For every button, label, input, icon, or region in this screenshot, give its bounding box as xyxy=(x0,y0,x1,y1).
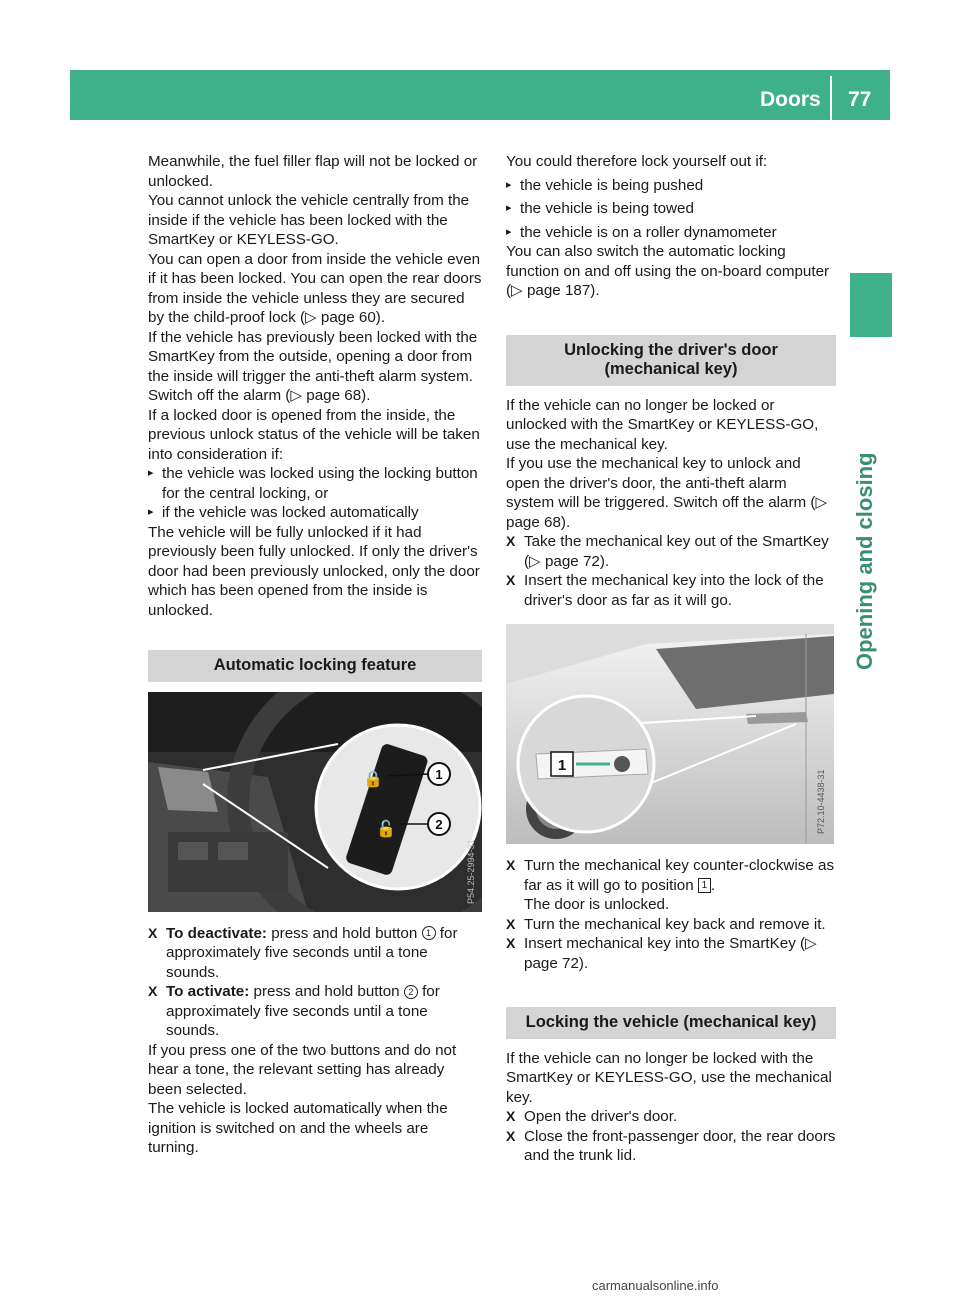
callout-1: 1 xyxy=(435,766,443,782)
step-arrow-icon: X xyxy=(148,983,158,999)
footer-watermark: carmanualsonline.info xyxy=(592,1278,719,1293)
paragraph: If the vehicle can no longer be locked with the SmartKey or KEYLESS-GO, use the mechanical key. xyxy=(506,1049,832,1106)
section-heading-locking-vehicle: Locking the vehicle (mechanical key) xyxy=(506,1007,836,1039)
paragraph: The vehicle is locked automatically when the ignition is switched on and the wheels are turning. xyxy=(148,1100,448,1156)
header-title: Doors xyxy=(760,88,821,111)
paragraph: You cannot unlock the vehicle centrally from the inside if the vehicle has been locked with the SmartKey or KEYLESS-GO. xyxy=(148,192,470,248)
paragraph: The vehicle will be fully unlocked if it had previously been fully unlocked. If only the driver's door had been previously unlocked, only the door which has been opened from the inside is unlocked. xyxy=(148,523,480,619)
page-number: 77 xyxy=(848,88,872,111)
paragraph: You can also switch the automatic locking function on and off using the on-board computer (▷ page 187). xyxy=(506,243,830,299)
step-result: The door is unlocked. xyxy=(524,896,670,913)
paragraph: If you press one of the two buttons and do not hear a tone, the relevant setting has already been selected. xyxy=(148,1041,457,1098)
bullet-item: ▸ the vehicle is being pushed xyxy=(506,176,836,196)
left-column xyxy=(148,152,482,1158)
step-arrow-icon: X xyxy=(506,1127,516,1144)
step-item: X Take the mechanical key out of the SmartKey (▷ page 72). xyxy=(506,533,829,570)
right-column xyxy=(506,152,836,1166)
step-arrow-icon: X xyxy=(506,1108,516,1124)
side-tab-label: Opening and closing xyxy=(852,452,877,670)
paragraph: If the vehicle has previously been locked with the SmartKey from the outside, opening a door from the inside will trigger the anti-theft alarm system. Switch off the alarm (▷ page 68). xyxy=(148,328,478,404)
side-tab-block xyxy=(850,273,892,337)
figure-door-panel xyxy=(148,692,482,912)
step-arrow-icon: X xyxy=(506,857,516,873)
bullet-item: ▸ the vehicle is on a roller dynamometer xyxy=(506,223,836,243)
step-deactivate: X To deactivate: press and hold button 1 for approximately five seconds until a tone sounds. xyxy=(148,924,458,981)
step-item: X Insert the mechanical key into the lock of the driver's door as far as it will go. xyxy=(506,572,824,609)
step-item: X Open the driver's door. xyxy=(506,1108,678,1125)
bullet-item: ▸ if the vehicle was locked automatically xyxy=(148,503,482,523)
step-item: X Insert mechanical key into the SmartKey (▷ page 72). xyxy=(506,935,817,972)
section-heading-automatic-locking: Automatic locking feature xyxy=(148,650,482,682)
section-heading-unlocking-driver-door: Unlocking the driver's door (mechanical key) xyxy=(506,335,836,386)
step-arrow-icon: X xyxy=(506,533,516,549)
svg-text:🔒: 🔒 xyxy=(363,768,383,788)
door-panel-illustration xyxy=(148,692,482,912)
step-item: X Close the front-passenger door, the rear doors and the trunk lid. xyxy=(506,1127,836,1164)
svg-text:🔓: 🔓 xyxy=(376,818,396,838)
bullet-item: ▸ the vehicle is being towed xyxy=(506,199,836,219)
paragraph: Meanwhile, the fuel filler flap will not be locked or unlocked. xyxy=(148,153,478,190)
header-separator xyxy=(830,76,832,120)
paragraph: You can open a door from inside the vehicle even if it has been locked. You can open the rear doors from inside the vehicle unless they are secured by the child-proof lock (▷ page 60). xyxy=(148,250,482,326)
button-number-2: 2 xyxy=(404,985,418,999)
paragraph: You could therefore lock yourself out if: xyxy=(506,153,768,170)
step-arrow-icon: X xyxy=(506,935,516,951)
car-door-lock-illustration xyxy=(506,624,834,844)
step-arrow-icon: X xyxy=(506,915,516,932)
step-turn-key: X Turn the mechanical key counter-clockwise as far as it will go to position 1 . The door is unlocked. xyxy=(506,857,835,913)
figure-code: P72.10-4438-31 xyxy=(816,769,826,834)
paragraph: If a locked door is opened from the inside, the previous unlock status of the vehicle will be taken into consideration if: xyxy=(148,406,480,463)
position-number-1: 1 xyxy=(698,878,711,893)
step-item: X Turn the mechanical key back and remove it. xyxy=(506,915,826,933)
callout-1: 1 xyxy=(557,757,567,774)
figure-code: P54.25-2994-31 xyxy=(466,838,476,904)
paragraph: If the vehicle can no longer be locked or unlocked with the SmartKey or KEYLESS-GO, use the mechanical key. xyxy=(506,396,819,453)
bullet-item: ▸ the vehicle was locked using the locking button for the central locking, or xyxy=(148,464,482,503)
figure-door-lock xyxy=(506,624,834,844)
callout-2: 2 xyxy=(435,816,443,832)
step-activate: X To activate: press and hold button 2 for approximately five seconds until a tone sounds. xyxy=(148,983,440,1039)
button-number-1: 1 xyxy=(422,926,436,940)
paragraph: If you use the mechanical key to unlock and open the driver's door, the anti-theft alarm system will be triggered. Switch off the alarm (▷ page 68). xyxy=(506,455,828,531)
step-arrow-icon: X xyxy=(506,572,516,588)
step-arrow-icon: X xyxy=(148,924,158,941)
